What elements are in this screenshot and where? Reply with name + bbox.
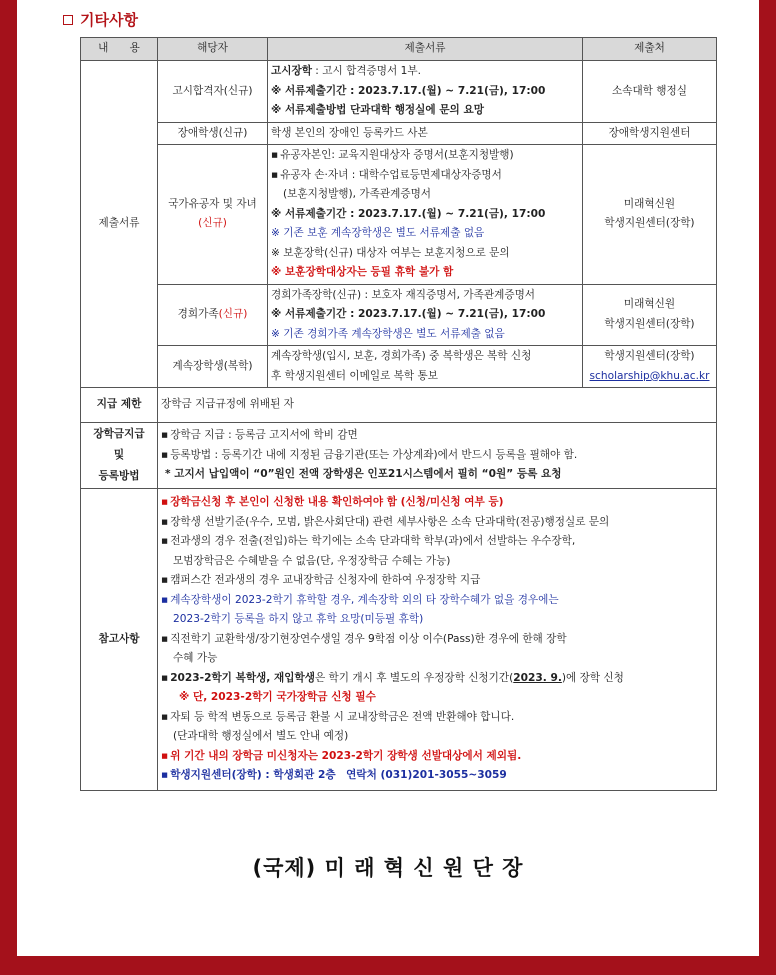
place-cell: 미래혁신원 학생지원센터(장학) <box>583 284 717 346</box>
docs-cell: 계속장학생(입시, 보훈, 경희가족) 중 복학생은 복학 신청 후 학생지원센터 이메일로 복학 통보 <box>268 346 583 388</box>
pay-text: ▪ 장학금 지급 : 등록금 고지서에 학비 감면 ▪ 등록방법 : 등록기간 내에 지정된 금융기관(또는 가상계좌)에서 반드시 등록을 필해야 함. * 고지서 납입액이 “0”원인 전액 장학생은 인포21시스템에서 필히 “0원” 등록 요청 <box>158 423 717 489</box>
docs-cell: 고시장학 : 고시 합격증명서 1부. ※ 서류제출기간 : 2023.7.17.(월) ~ 7.21(금), 17:00 ※ 서류제출방법 단과대학 행정실에 문의 요망 <box>268 61 583 123</box>
footer-signature: (국제) 미 래 혁 신 원 단 장 <box>252 856 524 880</box>
table-row <box>81 122 717 145</box>
checkbox-square-icon <box>63 15 73 25</box>
table-row <box>81 145 717 285</box>
section-title: 기타사항 <box>63 9 138 30</box>
target-cell: 계속장학생(복학) <box>158 346 268 388</box>
docs-cell: 경희가족장학(신규) : 보호자 재직증명서, 가족관계증명서 ※ 서류제출기간 : 2023.7.17.(월) ~ 7.21(금), 17:00 ※ 기존 경희가족 계속장학생은 별도 서류제출 없음 <box>268 284 583 346</box>
place-cell: 장애학생지원센터 <box>583 122 717 145</box>
place-cell: 학생지원센터(장학) scholarship@khu.ac.kr <box>583 346 717 388</box>
header-place: 제출처 <box>583 38 717 61</box>
target-cell: 경희가족(신규) <box>158 284 268 346</box>
limit-row <box>81 388 717 423</box>
pay-row <box>81 423 717 489</box>
docs-cell: ▪ 유공자본인: 교육지원대상자 증명서(보훈지청발행) ▪ 유공자 손·자녀 : 대학수업료등면제대상자증명서 (보훈지청발행), 가족관계증명서 ※ 서류제출기간 : 2023.7.17.(월) ~ 7.21(금), 17:00 ※ 기존 보훈 계속장학생은 별도 서류제출 없음 ※ 보훈장학(신규) 대상자 여부는 보훈지청으로 문의 ※ 보훈장학대상자는 등필 휴학 불가 함 <box>268 145 583 285</box>
notes-text: ▪ 장학금신청 후 본인이 신청한 내용 확인하여야 함 (신청/미신청 여부 등) ▪ 장학생 선발기준(우수, 모범, 밝은사회단대) 관련 세부사항은 소속 단과대학(전공)행정실로 문의 ▪ 전과생의 경우 전출(전입)하는 학기에는 소속 단과대학 학부(과)에서 선발하는 우수장학, 모범장학금은 수혜받을 수 없음(단, 우정장학금 수혜는 가능) ▪ 캠퍼스간 전과생의 경우 교내장학금 신청자에 한하여 우정장학 지급 ▪ 계속장학생이 2023-2학기 휴학할 경우, 계속장학 외의 타 장학수혜가 없을 경우에는 2023-2학기 등록을 하지 않고 휴학 요망(미등필 휴학) ▪ 직전학기 교환학생/장기현장연수생일 경우 9학점 이상 이수(Pass)한 경우에 한해 장학 수혜 가능 ▪ 2023-2학기 복학생, 재입학생은 학기 개시 후 별도의 우정장학 신청기간(2023. 9.)에 장학 신청 ※ 단, 2023-2학기 국가장학금 신청 필수 ▪ 자퇴 등 학적 변동으로 등록금 환불 시 교내장학금은 전액 반환해야 합니다. (단과대학 행정실에서 별도 안내 예정) ▪ 위 기간 내의 장학금 미신청자는 2023-2학기 장학생 선발대상에서 제외됨. ▪ 학생지원센터(장학) : 학생회관 2층 연락처 (031)201-3055~3059 <box>158 489 717 791</box>
info-table <box>80 37 717 791</box>
header-docs: 제출서류 <box>268 38 583 61</box>
limit-text: 장학금 지급규정에 위배된 자 <box>158 388 717 423</box>
target-cell: 장애학생(신규) <box>158 122 268 145</box>
scholarship-email-link[interactable]: scholarship@khu.ac.kr <box>589 369 710 382</box>
limit-label: 지급 제한 <box>81 388 158 423</box>
pay-label: 장학금지급 및 등록방법 <box>81 423 158 489</box>
header-target: 해당자 <box>158 38 268 61</box>
place-cell: 소속대학 행정실 <box>583 61 717 123</box>
notes-label: 참고사항 <box>81 489 158 791</box>
header-content: 내 용 <box>81 38 158 61</box>
target-cell: 국가유공자 및 자녀 (신규) <box>158 145 268 285</box>
header-row <box>81 38 717 61</box>
docs-cell: 학생 본인의 장애인 등록카드 사본 <box>268 122 583 145</box>
table-row <box>81 61 717 123</box>
submit-label: 제출서류 <box>81 61 158 388</box>
target-cell: 고시합격자(신규) <box>158 61 268 123</box>
notes-row <box>81 489 717 791</box>
table-row <box>81 284 717 346</box>
table-row <box>81 346 717 388</box>
place-cell: 미래혁신원 학생지원센터(장학) <box>583 145 717 285</box>
